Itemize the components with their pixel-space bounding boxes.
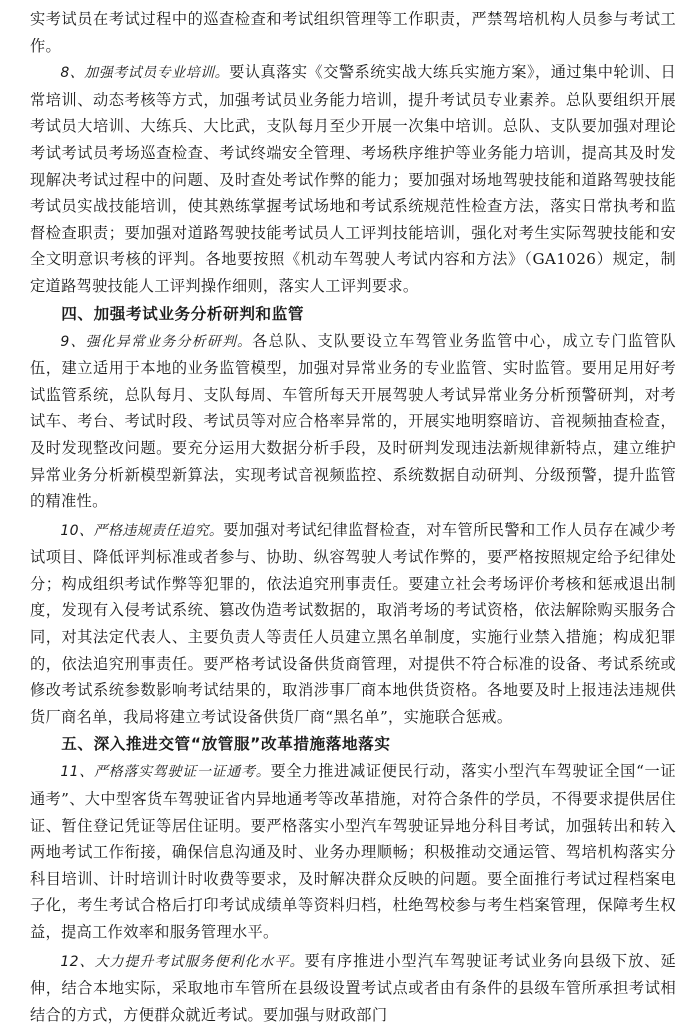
item-9-text: 各总队、支队要设立车驾管业务监管中心，成立专门监管队伍，建立适用于本地的业务监管模型，加强对异常业务的专业监管、实时监管。要用足用好考试监管系统，总队每月、支队每周、车管所每天开展驾驶人考试异常业务分析预警研判，对考试车、考台、考试时段、考试员等对应合格率异常的，开展实地明察暗访、音视频抽查检查，及时发现整改问题。要充分运用大数据分析手段，及时研判发现违法新规律新特点，建立维护异常业务分析新模型新算法，实现考试音视频监控、系统数据自动研判、分级预警，提升监管的精准性。: [30, 331, 676, 511]
item-10-text: 要加强对考试纪律监督检查，对车管所民警和工作人员存在减少考试项目、降低评判标准或者参与、协助、纵容驾驶人考试作弊的，要严格按照规定给予纪律处分；构成组织考试作弊等犯罪的，依法追究刑事责任。要建立社会考场评价考核和惩戒退出制度，发现有入侵考试系统、篡改伪造考试数据的，取消考场的考试资格，依法解除购买服务合同，对其法定代表人、主要负责人等责任人员建立黑名单制度，实施行业禁入措施；构成犯罪的，依法追究刑事责任。要严格考试设备供货商管理，对提供不符合标准的设备、考试系统或修改考试系统参数影响考试结果的，取消涉事厂商本地供货资格。各地要及时上报违法违规供货厂商名单，我局将建立考试设备供货厂商“黑名单”，实施联合惩戒。: [30, 520, 677, 726]
section-5-heading: 五、深入推进交管“放管服”改革措施落地落实: [61, 735, 391, 754]
section-4-heading: 四、加强考试业务分析研判和监管: [61, 304, 305, 323]
item-10-lead: 10、严格违规责任追究。: [60, 522, 224, 539]
item-12-lead: 12、大力提升考试服务便利化水平。: [60, 953, 305, 970]
paragraph-7-continuation: 实考试员在考试过程中的巡查检查和考试组织管理等工作职责，严禁驾培机构人员参与考试工作。: [30, 10, 676, 55]
item-12-paragraph: [30, 948, 676, 1028]
item-9-lead: 9、强化异常业务分析研判。: [60, 333, 253, 350]
item-9-paragraph: [30, 328, 676, 515]
item-8-lead: 8、加强考试员专业培训。: [60, 65, 230, 82]
item-12-text: 要有序推进小型汽车驾驶证考试业务向县级下放、延伸，结合本地实际，采取地市车管所在县级设置考试点或者由有条件的县级车管所承担考试相结合的方式，方便群众就近考试。要加强与财政部门: [30, 951, 676, 1024]
item-11-text: 要全力推进减证便民行动，落实小型汽车驾驶证全国“一证通考”、大中型客货车驾驶证省内异地通考等改革措施，对符合条件的学员，不得要求提供居住证、暂住登记凭证等居住证明。要严格落实小型汽车驾驶证异地分科目考试，加强转出和转入两地考试工作衔接，确保信息沟通及时、业务办理顺畅；积极推动交通运管、驾培机构落实分科目培训、计时培训计时收费等要求，及时解决群众反映的问题。要全面推行考试过程档案电子化，考生考试合格后打印考试成绩单等资料归档，杜绝驾校参与考生档案管理，保障考生权益，提高工作效率和服务管理水平。: [30, 762, 676, 941]
item-11-lead: 11、严格落实驾驶证一证通考。: [60, 764, 271, 781]
item-8-paragraph: [30, 59, 676, 299]
item-10-paragraph: [30, 517, 676, 731]
item-8-text: 要认真落实《交警系统实战大练兵实施方案》，通过集中轮训、日常培训、动态考核等方式，加强考试员业务能力培训，提升考试员专业素养。总队要组织开展考试员大培训、大练兵、大比武，支队每月至少开展一次集中培训。总队、支队要加强对理论考试考试员考场巡查检查、考试终端安全管理、考场秩序维护等业务能力培训，提高其及时发现解决考试过程中的问题、及时查处考试作弊的能力；要加强对场地驾驶技能和道路驾驶技能考试员实战技能培训，使其熟练掌握考试场地和考试系统规范性检查方法，落实日常执考和监督检查职责；要加强对道路驾驶技能考试员人工评判技能培训，强化对考生实际驾驶技能和安全文明意识考核的评判。各地要按照《机动车驾驶人考试内容和方法》（GA1026）规定，制定道路驾驶技能人工评判操作细则，落实人工评判要求。: [30, 63, 676, 295]
item-11-paragraph: [30, 758, 676, 945]
